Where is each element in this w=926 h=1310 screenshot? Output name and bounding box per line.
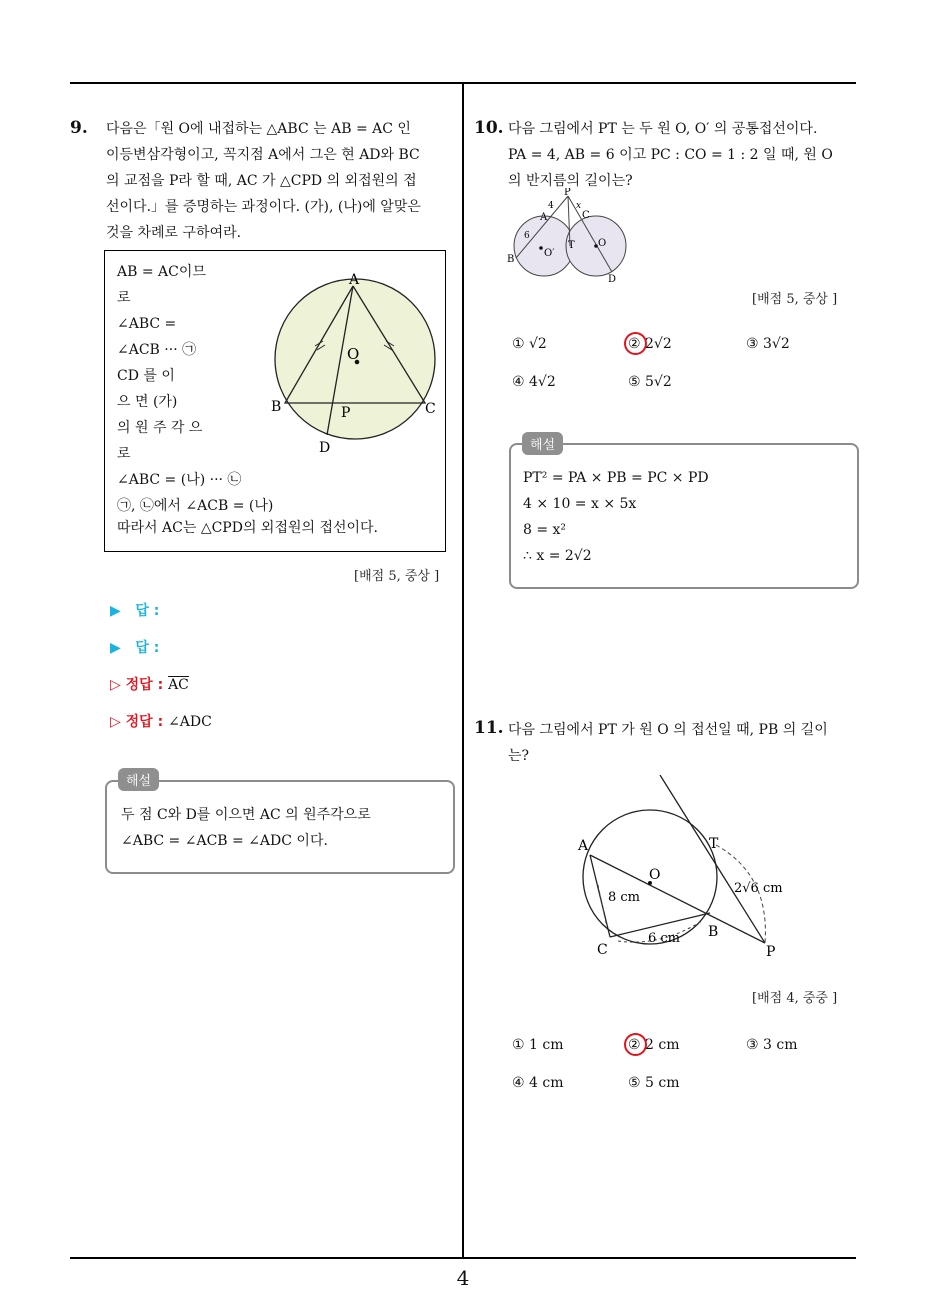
q9-correct-1 xyxy=(110,674,189,694)
label-t: T xyxy=(568,240,575,251)
q10-solution-tag: 해설 xyxy=(522,432,563,455)
q9-answer-1 xyxy=(110,600,159,620)
proof-line: 의 원 주 각 으 xyxy=(117,420,203,436)
q9-solution-tag: 해설 xyxy=(118,768,159,791)
q11-line: 다음 그림에서 PT 가 원 O 의 접선일 때, PB 의 길이 xyxy=(508,722,828,738)
label-t: T xyxy=(709,836,719,852)
label-o: O xyxy=(649,867,661,883)
q10-text xyxy=(508,116,858,194)
correct-marker: ▷ xyxy=(110,677,121,693)
q9-solution-text xyxy=(121,802,443,854)
q10-solution-box xyxy=(509,443,859,589)
label-p: P xyxy=(766,944,776,960)
column-divider xyxy=(462,83,464,1258)
q9-number: 9. xyxy=(70,118,88,138)
q9-score: [배점 5, 중상 ] xyxy=(354,569,440,584)
correct-label: 정답 : xyxy=(125,714,164,730)
correct-value: $\overline{AC}$ xyxy=(168,677,189,693)
q11-choice-3[interactable]: ③ 3 cm xyxy=(746,1037,798,1053)
solution-line: PT² = PA × PB = PC × PD xyxy=(523,470,709,486)
label-c: C xyxy=(425,401,436,417)
q11-choice-5[interactable]: ⑤ 5 cm xyxy=(628,1075,680,1091)
length-6: 6 xyxy=(524,231,530,241)
solution-line: 4 × 10 = x × 5x xyxy=(523,496,637,512)
label-c: C xyxy=(597,942,608,958)
label-o: O xyxy=(598,238,607,249)
label-d: D xyxy=(319,440,331,456)
proof-line: ∠ABC = (나) ··· ㉡ xyxy=(117,472,242,488)
proof-line: 으 면 (가) xyxy=(117,394,178,410)
q11-tangent-figure xyxy=(570,775,810,965)
q9-correct-2 xyxy=(110,711,212,731)
q10-line: 다음 그림에서 PT 는 두 원 O, O′ 의 공통접선이다. xyxy=(508,121,818,137)
chord-ac xyxy=(590,855,610,937)
label-b: B xyxy=(271,399,282,415)
q10-line: PA = 4, AB = 6 이고 PC : CO = 1 : 2 일 때, 원 O xyxy=(508,147,833,163)
solution-line: 두 점 C와 D를 이으면 AC 의 원주각으로 xyxy=(121,807,371,823)
q9-solution-box xyxy=(105,780,455,874)
q9-line: 이등변삼각형이고, 꼭지점 A에서 그은 현 AD와 BC xyxy=(106,147,420,163)
length-2root6cm: 2√6 cm xyxy=(734,881,783,896)
q9-proof-box xyxy=(104,250,446,552)
label-p: P xyxy=(341,405,351,421)
q11-line: 는? xyxy=(508,748,530,764)
label-a: A xyxy=(349,273,360,288)
q11-choice-2[interactable]: ② 2 cm xyxy=(628,1037,680,1053)
q11-selected-circle-mark xyxy=(624,1033,647,1056)
proof-line: AB = AC이므 xyxy=(117,264,206,280)
q11-text xyxy=(508,717,858,769)
q10-choice-4[interactable]: ④ 4√2 xyxy=(512,374,556,390)
answer-marker: ▶ xyxy=(110,603,121,619)
answer-label: 답 : xyxy=(135,603,160,619)
q10-choice-1[interactable]: ① √2 xyxy=(512,336,547,352)
solution-line: ∠ABC = ∠ACB = ∠ADC 이다. xyxy=(121,833,328,849)
proof-line: ㉠, ㉡에서 ∠ACB = (나) xyxy=(117,498,274,514)
q10-two-circles-figure xyxy=(504,188,634,288)
proof-line: 로 xyxy=(117,290,131,306)
length-4: 4 xyxy=(548,201,554,211)
proof-line: CD 를 이 xyxy=(117,368,175,384)
label-b: B xyxy=(507,254,515,265)
q11-choice-1[interactable]: ① 1 cm xyxy=(512,1037,564,1053)
q9-circle-figure xyxy=(267,273,467,473)
label-p: P xyxy=(564,188,571,198)
proof-line: ∠ABC = xyxy=(117,316,177,332)
q10-line: 의 반지름의 길이는? xyxy=(508,173,633,189)
label-a: A xyxy=(540,212,548,223)
q11-number: 11. xyxy=(474,718,504,738)
proof-line: 로 xyxy=(117,446,131,462)
center-o-prime xyxy=(539,246,543,250)
solution-line: ∴ x = 2√2 xyxy=(523,548,592,564)
correct-value: ∠ADC xyxy=(168,714,212,730)
label-a: A xyxy=(578,838,589,854)
q9-proof-text xyxy=(117,259,274,519)
q9-line: 선이다.」를 증명하는 과정이다. (가), (나)에 알맞은 xyxy=(106,199,421,215)
q9-text xyxy=(106,116,454,246)
q10-score: [배점 5, 중상 ] xyxy=(752,292,838,307)
q10-choice-5[interactable]: ⑤ 5√2 xyxy=(628,374,672,390)
q9-line: 다음은「원 O에 내접하는 △ABC 는 AB = AC 인 xyxy=(106,121,411,137)
answer-marker: ▶ xyxy=(110,640,121,656)
proof-line: ∠ACB ··· ㉠ xyxy=(117,342,197,358)
q10-number: 10. xyxy=(474,118,504,138)
q10-choice-3[interactable]: ③ 3√2 xyxy=(746,336,790,352)
label-o: O xyxy=(347,345,360,363)
tangent-line xyxy=(660,775,765,943)
proof-conclusion: 따라서 AC는 △CPD의 외접원의 접선이다. xyxy=(117,520,379,536)
q9-answer-2 xyxy=(110,637,159,657)
length-x: x xyxy=(576,201,582,211)
label-b: B xyxy=(708,924,719,940)
q9-line: 것을 차례로 구하여라. xyxy=(106,225,242,241)
label-d: D xyxy=(608,274,617,285)
q10-solution-text xyxy=(523,465,843,569)
q10-selected-circle-mark xyxy=(624,332,647,355)
correct-label: 정답 : xyxy=(125,677,164,693)
bottom-rule xyxy=(70,1257,856,1259)
length-6cm: 6 cm xyxy=(648,931,681,946)
solution-line: 8 = x² xyxy=(523,522,567,538)
answer-label: 답 : xyxy=(135,640,160,656)
q10-choice-2[interactable]: ② 2√2 xyxy=(628,336,672,352)
page-number: 4 xyxy=(456,1266,470,1290)
correct-marker: ▷ xyxy=(110,714,121,730)
length-8cm: 8 cm xyxy=(608,890,641,905)
label-o-prime: O′ xyxy=(544,248,555,259)
label-c: C xyxy=(582,210,590,221)
q9-line: 의 교점을 P라 할 때, AC 가 △CPD 의 외접원의 접 xyxy=(106,173,417,189)
q11-choice-4[interactable]: ④ 4 cm xyxy=(512,1075,564,1091)
q11-score: [배점 4, 중중 ] xyxy=(752,991,838,1006)
